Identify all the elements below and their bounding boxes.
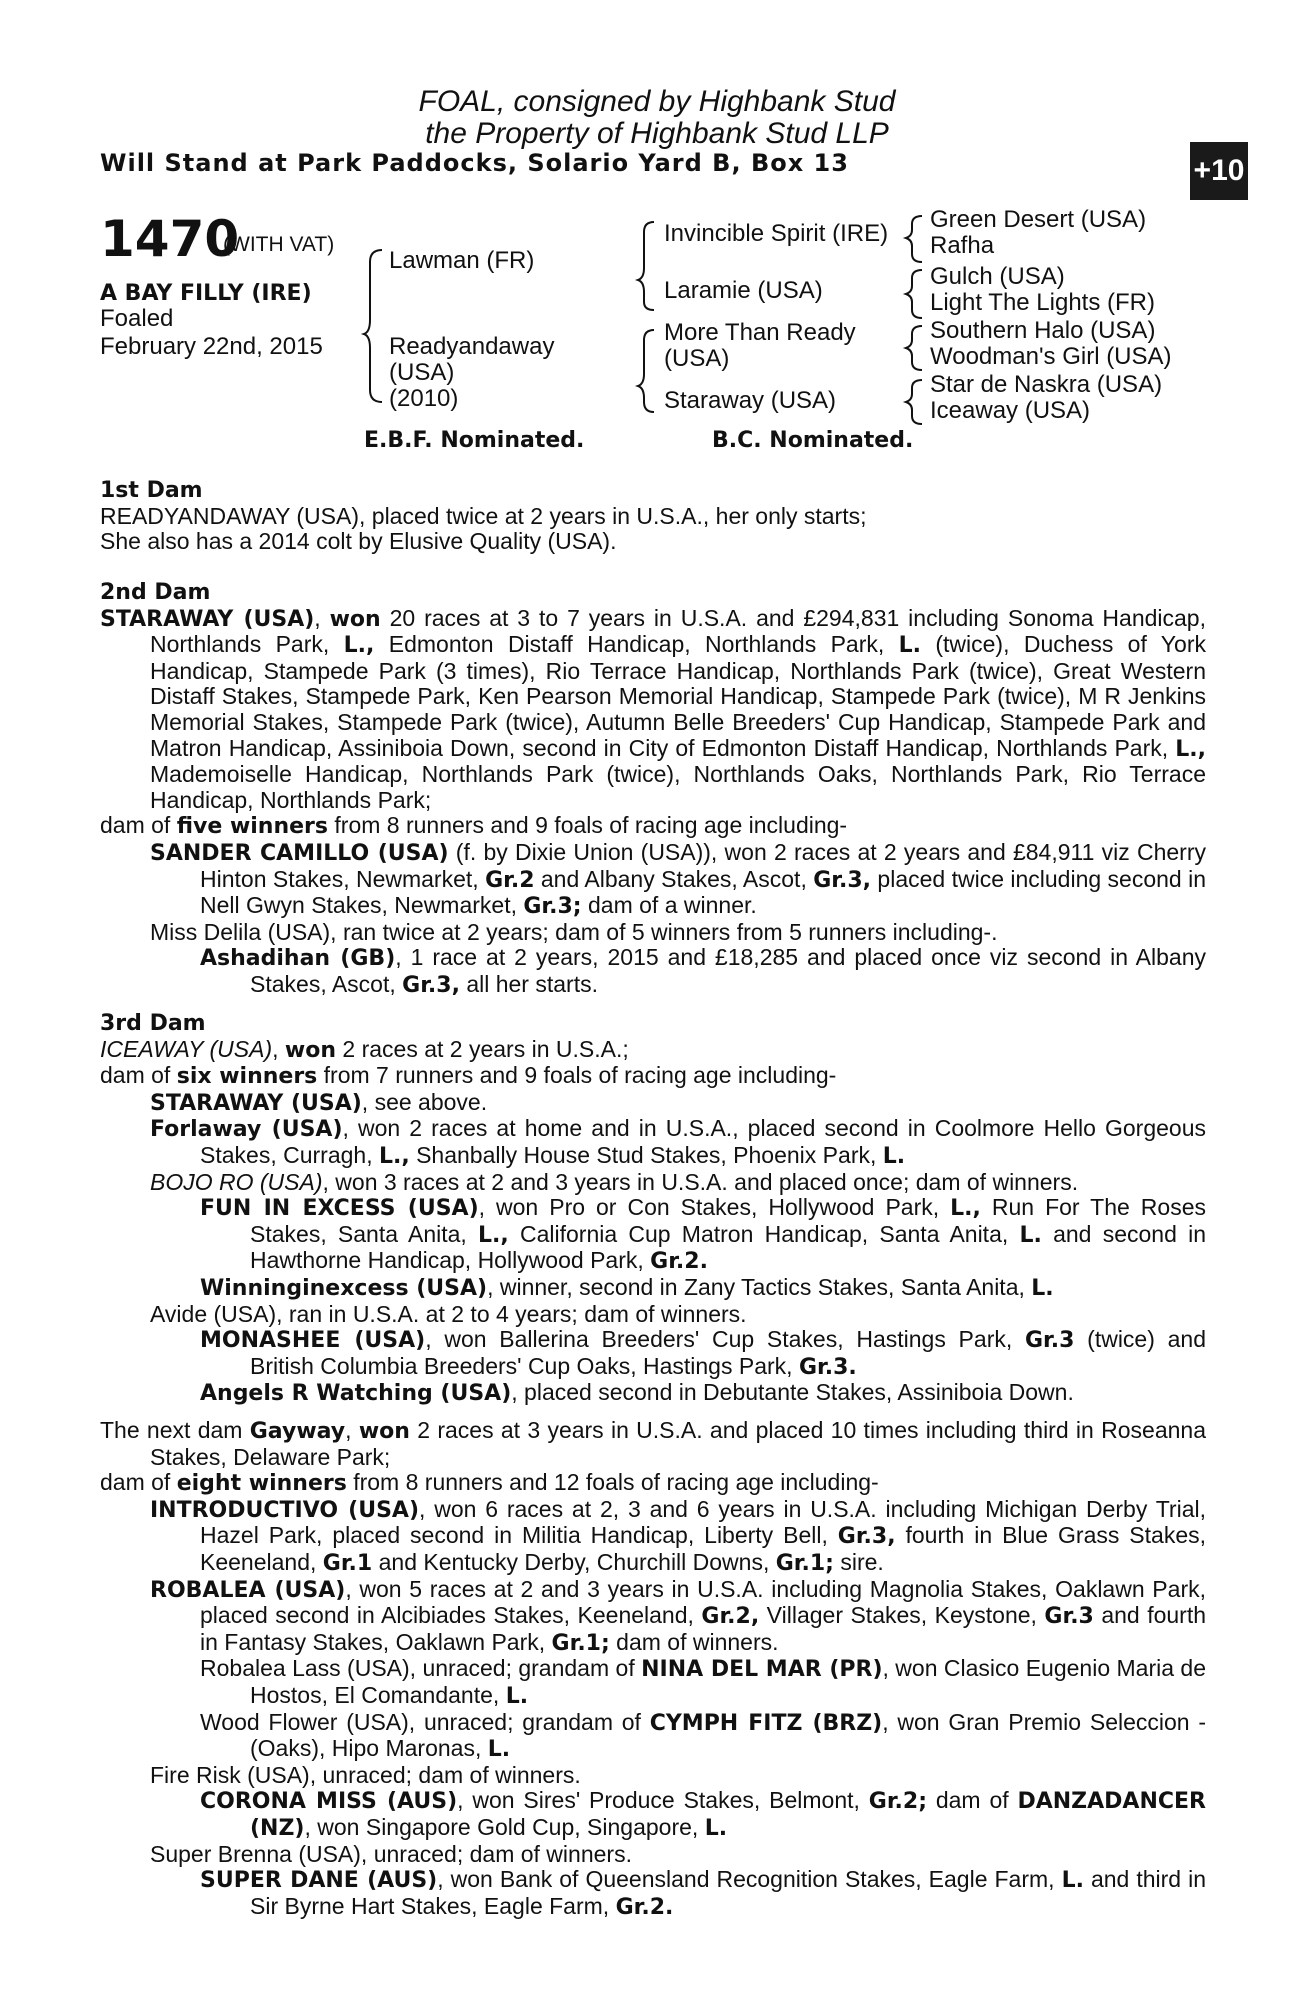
ped-ssd: Rafha: [930, 232, 995, 259]
produce-sander-camillo: SANDER CAMILLO (USA) (f. by Dixie Union (USA)), won 2 races at 2 years and £84,911 viz Cherry Hinton Stakes, Newmarket, Gr.2 and Albany Stakes, Ascot, Gr.3, placed twice including second in Nell Gwyn Stakes, Newmarket, Gr.3; dam of a winner.: [150, 838, 1207, 920]
ped-ddd: Iceaway (USA): [930, 397, 1091, 424]
second-dam-heading: 2nd Dam: [100, 580, 211, 605]
produce-miss-delila: Miss Delila (USA), ran twice at 2 years; dam of 5 winners from 5 runners including-.: [150, 918, 998, 945]
produce-angels-r-watching: Angels R Watching (USA), placed second in Debutante Stakes, Assiniboia Down.: [200, 1379, 1074, 1407]
property-line: the Property of Highbank Stud LLP: [425, 117, 889, 150]
next-dam-section: [100, 1418, 1206, 1920]
sire-name: Lawman (FR): [389, 247, 535, 274]
dam-name-line2: (USA): [389, 359, 455, 386]
ped-dss: Southern Halo (USA): [930, 317, 1156, 344]
dam-dam: Staraway (USA): [664, 387, 837, 414]
produce-super-brenna: Super Brenna (USA), unraced; dam of winners.: [150, 1840, 632, 1867]
dam-name-line3: (2010): [389, 385, 459, 412]
foaled-date: February 22nd, 2015: [100, 333, 323, 360]
first-dam-line1: READYANDAWAY (USA), placed twice at 2 years in U.S.A., her only starts;: [100, 502, 867, 529]
bc-nominated: B.C. Nominated.: [712, 428, 914, 453]
next-dam-record: The next dam Gayway, won 2 races at 3 years in U.S.A. and placed 10 times including third in Roseanna Stakes, Delaware Park;: [100, 1417, 1206, 1470]
consignor-line: FOAL, consigned by Highbank Stud: [418, 85, 896, 118]
produce-avide: Avide (USA), ran in U.S.A. at 2 to 4 years; dam of winners.: [150, 1300, 747, 1327]
first-dam-line2: She also has a 2014 colt by Elusive Quality (USA).: [100, 528, 617, 555]
third-dam-produce-summary: dam of six winners from 7 runners and 9 foals of racing age including-: [100, 1062, 837, 1090]
ped-dds: Star de Naskra (USA): [930, 371, 1163, 398]
sire-dam: Laramie (USA): [664, 277, 823, 304]
produce-super-dane: SUPER DANE (AUS), won Bank of Queensland Recognition Stakes, Eagle Farm, L. and third in Sir Byrne Hart Stakes, Eagle Farm, Gr.2.: [200, 1866, 1206, 1920]
ebf-nominated: E.B.F. Nominated.: [364, 428, 585, 453]
produce-robalea-lass: Robalea Lass (USA), unraced; grandam of NINA DEL MAR (PR), won Clasico Eugenio Maria de Hostos, El Comandante, L.: [200, 1655, 1207, 1709]
ped-sdd: Light The Lights (FR): [930, 289, 1155, 316]
location-line: Will Stand at Park Paddocks, Solario Yard B, Box 13: [100, 149, 849, 177]
ped-sds: Gulch (USA): [930, 263, 1065, 290]
lot-title: A BAY FILLY (IRE): [100, 281, 312, 306]
second-dam-record: STARAWAY (USA), won 20 races at 3 to 7 years in U.S.A. and £294,831 including Sonoma Handicap, Northlands Park, L., Edmonton Distaff Handicap, Northlands Park, L. (twice), Duchess of York Handicap, Stampede Park (3 times), Rio Terrace Handicap, Northlands Park (twice), Great Western Distaff Stakes, Stampede Park, Ken Pearson Memorial Handicap, Stampede Park (twice), M R Jenkins Memorial Stakes, Stampede Park (twice), Autumn Belle Breeders' Cup Handicap, Stampede Park and Matron Handicap, Assiniboia Down, second in City of Edmonton Distaff Handicap, Northlands Park, L., Mademoiselle Handicap, Northlands Park (twice), Northlands Oaks, Northlands Park, Rio Terrace Handicap, Northlands Park;: [100, 604, 1206, 813]
third-dam-heading: 3rd Dam: [100, 1011, 206, 1036]
catalogue-badge: +10: [1190, 142, 1248, 200]
foaled-label: Foaled: [100, 305, 174, 332]
vat-label: (WITH VAT): [223, 233, 335, 256]
third-dam-section: [100, 1011, 1206, 1407]
first-dam-heading: 1st Dam: [100, 478, 203, 503]
produce-robalea: ROBALEA (USA), won 5 races at 2 and 3 years in U.S.A. including Magnolia Stakes, Oaklawn Park, placed second in Alcibiades Stakes, Keeneland, Gr.2, Villager Stakes, Keystone, Gr.3 and fourth in Fantasy Stakes, Oaklawn Park, Gr.1; dam of winners.: [150, 1575, 1207, 1656]
produce-staraway: STARAWAY (USA), see above.: [150, 1088, 488, 1116]
ped-sss: Green Desert (USA): [930, 206, 1147, 233]
dam-sire-line2: (USA): [664, 345, 730, 372]
next-dam-produce-summary: dam of eight winners from 8 runners and 12 foals of racing age including-: [100, 1469, 879, 1497]
dam-name-line1: Readyandaway: [389, 333, 555, 360]
produce-fire-risk: Fire Risk (USA), unraced; dam of winners.: [150, 1761, 581, 1788]
produce-fun-in-excess: FUN IN EXCESS (USA), won Pro or Con Stakes, Hollywood Park, L., Run For The Roses Stakes, Santa Anita, L., California Cup Matron Handicap, Santa Anita, L. and second in Hawthorne Handicap, Hollywood Park, Gr.2.: [200, 1194, 1206, 1275]
produce-wood-flower: Wood Flower (USA), unraced; grandam of CYMPH FITZ (BRZ), won Gran Premio Seleccion - (Oaks), Hipo Maronas, L.: [200, 1708, 1206, 1763]
lot-number: 1470: [100, 210, 240, 268]
produce-winninginexcess: Winninginexcess (USA), winner, second in Zany Tactics Stakes, Santa Anita, L.: [200, 1273, 1054, 1301]
third-dam-record: ICEAWAY (USA), won 2 races at 2 years in U.S.A.;: [100, 1035, 629, 1063]
produce-bojo-ro: BOJO RO (USA), won 3 races at 2 and 3 years in U.S.A. and placed once; dam of winners.: [150, 1168, 1079, 1195]
produce-corona-miss: CORONA MISS (AUS), won Sires' Produce Stakes, Belmont, Gr.2; dam of DANZADANCER (NZ), won Singapore Gold Cup, Singapore, L.: [200, 1787, 1206, 1841]
produce-ashadihan: Ashadihan (GB), 1 race at 2 years, 2015 and £18,285 and placed once viz second in Albany Stakes, Ascot, Gr.3, all her starts.: [200, 944, 1206, 998]
first-dam-section: [100, 478, 1206, 555]
second-dam-produce-summary: dam of five winners from 8 runners and 9 foals of racing age including-: [100, 812, 848, 840]
second-dam-section: [100, 580, 1206, 999]
ped-dsd: Woodman's Girl (USA): [930, 343, 1172, 370]
dam-sire-line1: More Than Ready: [664, 319, 856, 346]
sire-sire: Invincible Spirit (IRE): [664, 220, 889, 247]
produce-introductivo: INTRODUCTIVO (USA), won 6 races at 2, 3 and 6 years in U.S.A. including Michigan Derby Trial, Hazel Park, placed second in Militia Handicap, Liberty Bell, Gr.3, fourth in Blue Grass Stakes, Keeneland, Gr.1 and Kentucky Derby, Churchill Downs, Gr.1; sire.: [150, 1495, 1206, 1576]
produce-forlaway: Forlaway (USA), won 2 races at home and in U.S.A., placed second in Coolmore Hello Gorgeous Stakes, Curragh, L., Shanbally House Stud Stakes, Phoenix Park, L.: [150, 1115, 1207, 1169]
produce-monashee: MONASHEE (USA), won Ballerina Breeders' Cup Stakes, Hastings Park, Gr.3 (twice) and British Columbia Breeders' Cup Oaks, Hastings Park, Gr.3.: [200, 1326, 1206, 1380]
